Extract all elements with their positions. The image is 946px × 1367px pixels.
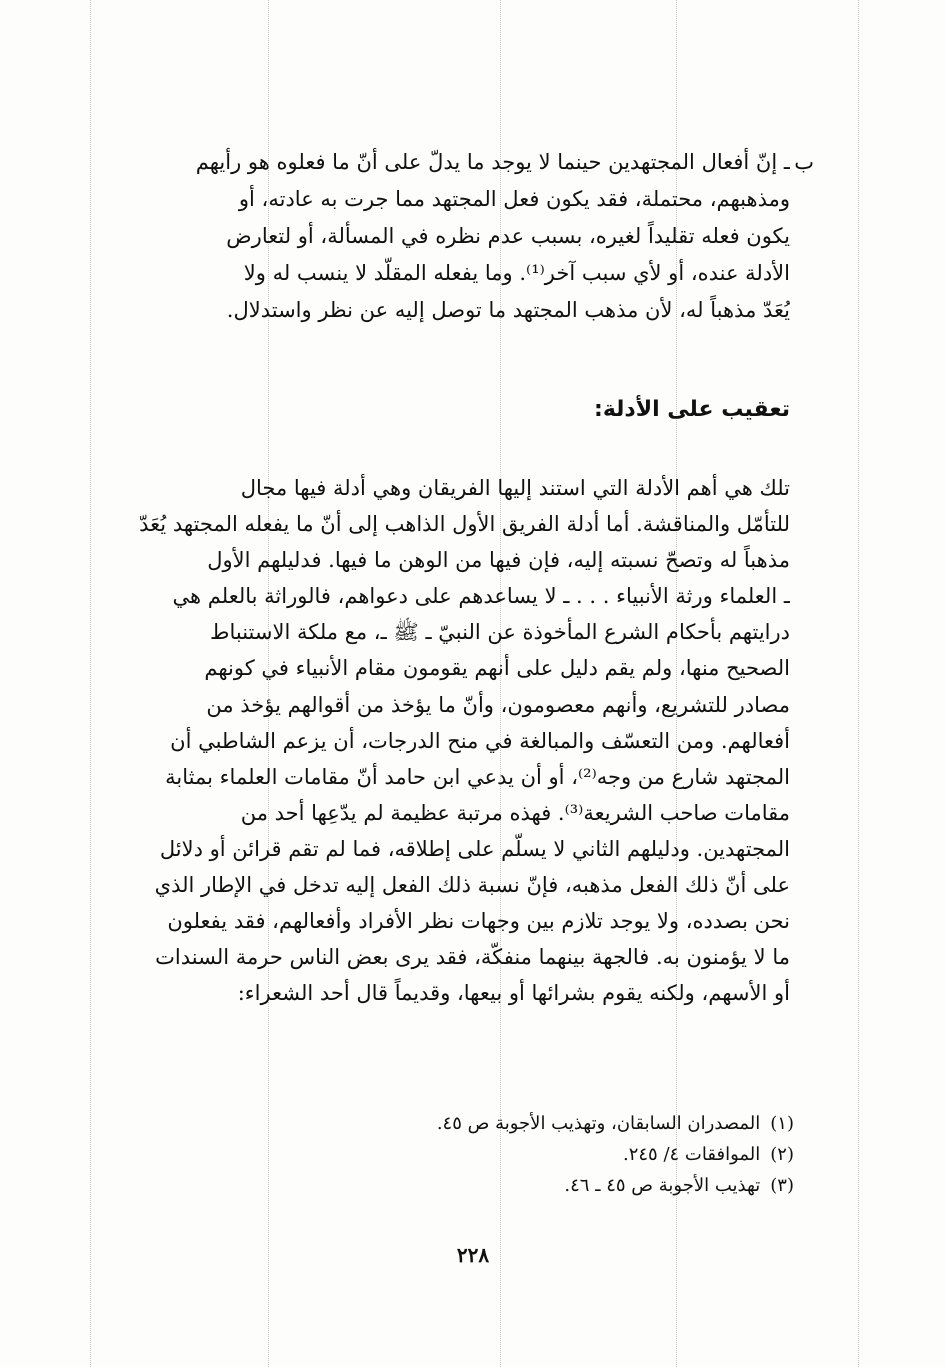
- footnote-text: تهذيب الأجوبة ص ٤٥ ـ ٤٦.: [564, 1175, 761, 1196]
- paragraph-line: الصحيح منها، ولم يقم دليل على أنهم يقومون مقام الأنبياء في كونهم: [204, 656, 790, 681]
- paragraph-line: درايتهم بأحكام الشرع المأخوذة عن النبيّ ـ ﷺ ـ، مع ملكة الاستنباط: [210, 620, 790, 645]
- section-b-paragraph: [90, 144, 814, 329]
- paragraph-line: للتأمّل والمناقشة. أما أدلة الفريق الأول الذاهب إلى أنّ ما يفعله المجتهد يُعَدّ: [139, 512, 790, 537]
- footnote-number: (٣): [770, 1175, 794, 1196]
- footnote: [437, 1170, 794, 1201]
- paragraph-line: المجتهد شارع من وجه⁽²⁾، أو أن يدعي ابن حامد أنّ مقامات العلماء بمثابة: [165, 764, 790, 789]
- section-b-marker: ب: [794, 150, 814, 174]
- paragraph-line: أو الأسهم، ولكنه يقوم بشرائها أو بيعها، وقديماً قال أحد الشعراء:: [237, 981, 790, 1006]
- paragraph-line: الأدلة عنده، أو لأي سبب آخر⁽¹⁾. وما يفعله المقلّد لا ينسب له ولا: [243, 261, 790, 285]
- footnote: [437, 1108, 794, 1139]
- paragraph-line: على أنّ ذلك الفعل مذهبه، فإنّ نسبة ذلك الفعل إليه تدخل في الإطار الذي: [154, 873, 790, 898]
- paragraph-line: ـ العلماء ورثة الأنبياء . . . ـ لا يساعدهم على دعواهم، فالوراثة بالعلم هي: [172, 584, 790, 609]
- paragraph-line: نحن بصدده، ولا يوجد تلازم بين وجهات نظر الأفراد وأفعالهم، فقد يفعلون: [167, 909, 790, 934]
- paragraph-line: يكون فعله تقليداً لغيره، بسبب عدم نظره في المسألة، أو لتعارض: [226, 224, 790, 248]
- footnotes: [437, 1108, 794, 1201]
- paragraph-line: ومذهبهم، محتملة، فقد يكون فعل المجتهد مما جرت به عادته، أو: [238, 187, 790, 211]
- paragraph-line: يُعَدّ مذهباً له، لأن مذهب المجتهد ما توصل إليه عن نظر واستدلال.: [226, 298, 790, 322]
- paragraph-line: ما لا يؤمنون به. فالجهة بينهما منفكّة، فقد يرى بعض الناس حرمة السندات: [155, 945, 790, 970]
- main-paragraph: [90, 470, 790, 1011]
- paragraph-line: أفعالهم. ومن التعسّف والمبالغة في منح الدرجات، أن يزعم الشاطبي أن: [170, 728, 790, 753]
- paragraph-line: مقامات صاحب الشريعة⁽³⁾. فهذه مرتبة عظيمة لم يدّعِها أحد من: [240, 800, 790, 825]
- footnote: [437, 1139, 794, 1170]
- footnote-text: المصدران السابقان، وتهذيب الأجوبة ص ٤٥.: [436, 1113, 761, 1134]
- footnote-number: (١): [770, 1113, 794, 1134]
- footnote-text: الموافقات ٤/ ٢٤٥.: [622, 1144, 761, 1165]
- scan-guide-line: [858, 0, 859, 1367]
- paragraph-line: ـ إنّ أفعال المجتهدين حينما لا يوجد ما يدلّ على أنّ ما فعلوه هو رأيهم: [195, 150, 790, 174]
- page-number: ٢٢٨: [456, 1243, 490, 1267]
- paragraph-line: تلك هي أهم الأدلة التي استند إليها الفريقان وهي أدلة فيها مجال: [240, 476, 790, 500]
- paragraph-line: مذهباً له وتصحّ نسبته إليه، فإن فيها من الوهن ما فيها. فدليلهم الأول: [207, 548, 790, 573]
- section-heading: تعقيب على الأدلة:: [594, 397, 790, 422]
- paragraph-line: مصادر للتشريع، وأنهم معصومون، وأنّ ما يؤخذ من أقوالهم يؤخذ من: [206, 692, 790, 717]
- footnote-number: (٢): [770, 1144, 794, 1165]
- paragraph-line: المجتهدين. ودليلهم الثاني لا يسلّم على إطلاقه، فما لم تقم قرائن أو دلائل: [159, 836, 790, 861]
